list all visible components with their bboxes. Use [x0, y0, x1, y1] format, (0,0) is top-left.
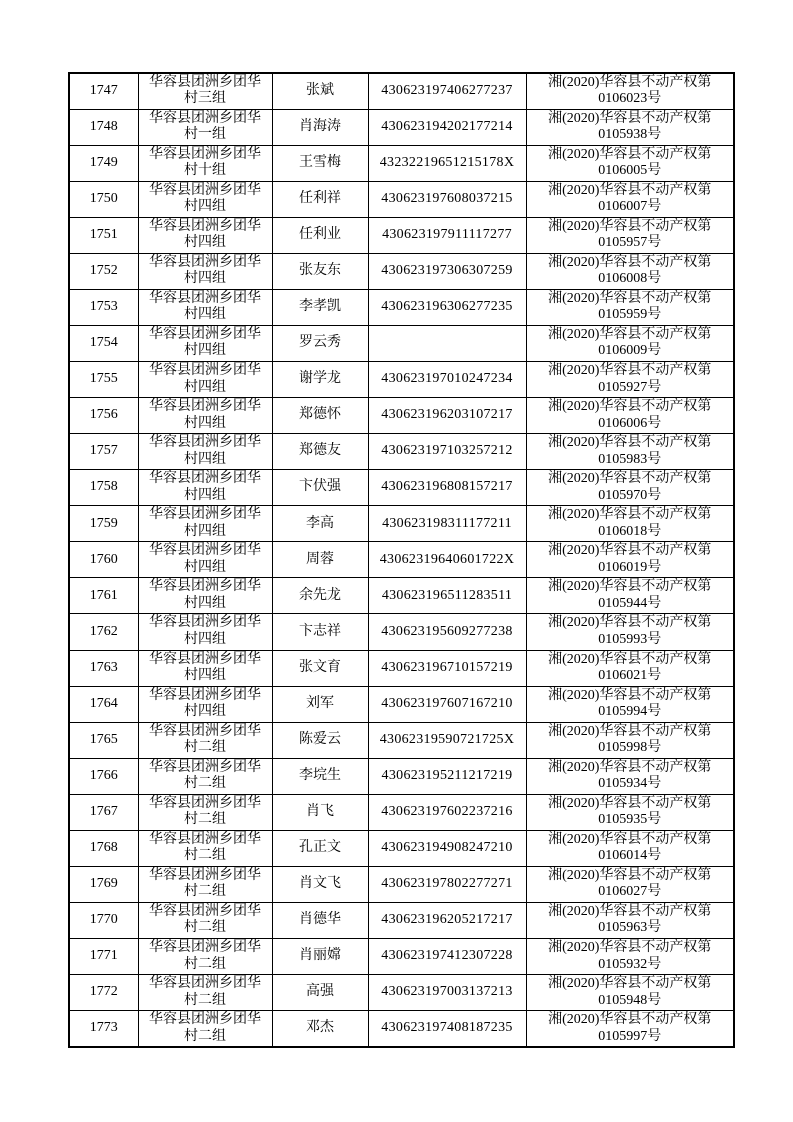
- name-cell: 李孝凯: [272, 289, 368, 325]
- table-row: [69, 181, 734, 217]
- address-line1: 华容县团洲乡团华: [149, 759, 261, 775]
- cert-line2: 0105997号: [598, 1028, 662, 1044]
- cert-line1: 湘(2020)华容县不动产权第: [548, 254, 712, 270]
- seq-cell: 1761: [69, 578, 138, 614]
- cert-line2: 0105963号: [598, 920, 662, 936]
- id-number-cell: 430623194202177214: [368, 109, 526, 145]
- table-row: [69, 830, 734, 866]
- cert-number-cell: [526, 181, 734, 217]
- cert-number-cell: [526, 722, 734, 758]
- property-rights-table: [68, 72, 735, 1048]
- cert-number-cell: [526, 289, 734, 325]
- address-cell: [138, 289, 272, 325]
- address-line1: 华容县团洲乡团华: [149, 471, 261, 487]
- table-row: [69, 253, 734, 289]
- id-number-cell: 430623195211217219: [368, 758, 526, 794]
- address-line2: 村四组: [184, 451, 226, 467]
- cert-number-cell: [526, 1011, 734, 1047]
- address-line1: 华容县团洲乡团华: [149, 903, 261, 919]
- table-row: [69, 542, 734, 578]
- cert-number-cell: [526, 217, 734, 253]
- address-line1: 华容县团洲乡团华: [149, 867, 261, 883]
- address-line2: 村四组: [184, 415, 226, 431]
- id-number-cell: 430623197103257212: [368, 434, 526, 470]
- address-line1: 华容县团洲乡团华: [149, 543, 261, 559]
- address-cell: [138, 975, 272, 1011]
- cert-line1: 湘(2020)华容县不动产权第: [548, 687, 712, 703]
- cert-line2: 0105993号: [598, 631, 662, 647]
- seq-cell: 1769: [69, 866, 138, 902]
- address-line1: 华容县团洲乡团华: [149, 795, 261, 811]
- address-line2: 村四组: [184, 523, 226, 539]
- address-line2: 村四组: [184, 271, 226, 287]
- address-line2: 村二组: [184, 776, 226, 792]
- address-cell: [138, 1011, 272, 1047]
- seq-cell: 1750: [69, 181, 138, 217]
- table-body: [69, 73, 734, 1047]
- cert-number-cell: [526, 398, 734, 434]
- address-line1: 华容县团洲乡团华: [149, 110, 261, 126]
- name-cell: 李高: [272, 506, 368, 542]
- name-cell: 任利祥: [272, 181, 368, 217]
- name-cell: 张文育: [272, 650, 368, 686]
- seq-cell: 1752: [69, 253, 138, 289]
- address-line2: 村二组: [184, 992, 226, 1008]
- table-row: [69, 470, 734, 506]
- id-number-cell: 430623197406277237: [368, 73, 526, 109]
- cert-line2: 0106019号: [598, 559, 662, 575]
- cert-number-cell: [526, 470, 734, 506]
- id-number-cell: 430623196808157217: [368, 470, 526, 506]
- id-number-cell: 430623197003137213: [368, 975, 526, 1011]
- address-line1: 华容县团洲乡团华: [149, 651, 261, 667]
- cert-line1: 湘(2020)华容县不动产权第: [548, 326, 712, 342]
- address-line1: 华容县团洲乡团华: [149, 940, 261, 956]
- id-number-cell: 430623196511283511: [368, 578, 526, 614]
- table-row: [69, 722, 734, 758]
- name-cell: 肖德华: [272, 902, 368, 938]
- address-line2: 村四组: [184, 235, 226, 251]
- cert-line2: 0105935号: [598, 812, 662, 828]
- cert-line1: 湘(2020)华容县不动产权第: [548, 110, 712, 126]
- name-cell: 余先龙: [272, 578, 368, 614]
- name-cell: 张斌: [272, 73, 368, 109]
- address-cell: [138, 325, 272, 361]
- address-line1: 华容县团洲乡团华: [149, 74, 261, 90]
- name-cell: 高强: [272, 975, 368, 1011]
- seq-cell: 1760: [69, 542, 138, 578]
- table-row: [69, 939, 734, 975]
- cert-line1: 湘(2020)华容县不动产权第: [548, 146, 712, 162]
- id-number-cell: 430623196203107217: [368, 398, 526, 434]
- id-number-cell: 430623195609277238: [368, 614, 526, 650]
- cert-line1: 湘(2020)华容县不动产权第: [548, 867, 712, 883]
- cert-line2: 0106009号: [598, 343, 662, 359]
- cert-line2: 0106018号: [598, 523, 662, 539]
- address-line1: 华容县团洲乡团华: [149, 254, 261, 270]
- cert-line2: 0106023号: [598, 91, 662, 107]
- cert-line2: 0105948号: [598, 992, 662, 1008]
- cert-line2: 0105932号: [598, 956, 662, 972]
- address-cell: [138, 434, 272, 470]
- seq-cell: 1764: [69, 686, 138, 722]
- address-cell: [138, 866, 272, 902]
- address-cell: [138, 686, 272, 722]
- address-cell: [138, 758, 272, 794]
- cert-line1: 湘(2020)华容县不动产权第: [548, 218, 712, 234]
- seq-cell: 1757: [69, 434, 138, 470]
- address-line2: 村十组: [184, 163, 226, 179]
- cert-line2: 0105957号: [598, 235, 662, 251]
- cert-line2: 0105934号: [598, 776, 662, 792]
- table-row: [69, 758, 734, 794]
- cert-line1: 湘(2020)华容县不动产权第: [548, 940, 712, 956]
- name-cell: 刘军: [272, 686, 368, 722]
- address-line1: 华容县团洲乡团华: [149, 687, 261, 703]
- table-row: [69, 866, 734, 902]
- address-line2: 村二组: [184, 740, 226, 756]
- address-cell: [138, 578, 272, 614]
- address-cell: [138, 253, 272, 289]
- table-row: [69, 1011, 734, 1047]
- name-cell: 张友东: [272, 253, 368, 289]
- seq-cell: 1756: [69, 398, 138, 434]
- cert-line2: 0105970号: [598, 487, 662, 503]
- cert-line1: 湘(2020)华容县不动产权第: [548, 543, 712, 559]
- cert-number-cell: [526, 794, 734, 830]
- cert-line1: 湘(2020)华容县不动产权第: [548, 182, 712, 198]
- id-number-cell: [368, 325, 526, 361]
- address-line1: 华容县团洲乡团华: [149, 507, 261, 523]
- table-row: [69, 650, 734, 686]
- address-line1: 华容县团洲乡团华: [149, 363, 261, 379]
- address-line1: 华容县团洲乡团华: [149, 831, 261, 847]
- cert-line2: 0106005号: [598, 163, 662, 179]
- cert-number-cell: [526, 902, 734, 938]
- cert-line2: 0105998号: [598, 740, 662, 756]
- cert-number-cell: [526, 614, 734, 650]
- seq-cell: 1765: [69, 722, 138, 758]
- address-line1: 华容县团洲乡团华: [149, 146, 261, 162]
- table-row: [69, 325, 734, 361]
- cert-number-cell: [526, 686, 734, 722]
- cert-line2: 0106021号: [598, 668, 662, 684]
- seq-cell: 1758: [69, 470, 138, 506]
- cert-line1: 湘(2020)华容县不动产权第: [548, 399, 712, 415]
- cert-line1: 湘(2020)华容县不动产权第: [548, 795, 712, 811]
- address-cell: [138, 939, 272, 975]
- cert-line2: 0105944号: [598, 595, 662, 611]
- name-cell: 谢学龙: [272, 362, 368, 398]
- seq-cell: 1759: [69, 506, 138, 542]
- id-number-cell: 430623197607167210: [368, 686, 526, 722]
- seq-cell: 1755: [69, 362, 138, 398]
- cert-line2: 0106006号: [598, 415, 662, 431]
- cert-line1: 湘(2020)华容县不动产权第: [548, 651, 712, 667]
- address-cell: [138, 362, 272, 398]
- table-row: [69, 217, 734, 253]
- address-cell: [138, 794, 272, 830]
- id-number-cell: 430623197608037215: [368, 181, 526, 217]
- address-line1: 华容县团洲乡团华: [149, 615, 261, 631]
- cert-number-cell: [526, 145, 734, 181]
- address-cell: [138, 217, 272, 253]
- seq-cell: 1772: [69, 975, 138, 1011]
- address-line2: 村四组: [184, 704, 226, 720]
- name-cell: 郑德友: [272, 434, 368, 470]
- table-row: [69, 902, 734, 938]
- address-cell: [138, 542, 272, 578]
- address-line1: 华容县团洲乡团华: [149, 182, 261, 198]
- cert-number-cell: [526, 109, 734, 145]
- cert-line2: 0105994号: [598, 704, 662, 720]
- name-cell: 肖海涛: [272, 109, 368, 145]
- address-cell: [138, 722, 272, 758]
- cert-line2: 0105959号: [598, 307, 662, 323]
- cert-line2: 0106008号: [598, 271, 662, 287]
- address-line2: 村三组: [184, 91, 226, 107]
- cert-number-cell: [526, 506, 734, 542]
- id-number-cell: 43232219651215178X: [368, 145, 526, 181]
- seq-cell: 1748: [69, 109, 138, 145]
- name-cell: 孔正文: [272, 830, 368, 866]
- cert-line2: 0105927号: [598, 379, 662, 395]
- cert-number-cell: [526, 830, 734, 866]
- cert-line1: 湘(2020)华容县不动产权第: [548, 1012, 712, 1028]
- cert-number-cell: [526, 975, 734, 1011]
- table-row: [69, 578, 734, 614]
- id-number-cell: 43062319640601722X: [368, 542, 526, 578]
- table-row: [69, 289, 734, 325]
- table-row: [69, 398, 734, 434]
- cert-line2: 0106007号: [598, 199, 662, 215]
- address-line2: 村四组: [184, 595, 226, 611]
- address-line2: 村四组: [184, 199, 226, 215]
- cert-line1: 湘(2020)华容县不动产权第: [548, 615, 712, 631]
- address-line2: 村四组: [184, 487, 226, 503]
- address-cell: [138, 145, 272, 181]
- address-cell: [138, 181, 272, 217]
- seq-cell: 1763: [69, 650, 138, 686]
- cert-number-cell: [526, 650, 734, 686]
- cert-number-cell: [526, 434, 734, 470]
- cert-line1: 湘(2020)华容县不动产权第: [548, 579, 712, 595]
- seq-cell: 1773: [69, 1011, 138, 1047]
- cert-line1: 湘(2020)华容县不动产权第: [548, 363, 712, 379]
- seq-cell: 1751: [69, 217, 138, 253]
- address-line2: 村四组: [184, 668, 226, 684]
- cert-number-cell: [526, 73, 734, 109]
- seq-cell: 1770: [69, 902, 138, 938]
- cert-number-cell: [526, 362, 734, 398]
- name-cell: 陈爱云: [272, 722, 368, 758]
- cert-line1: 湘(2020)华容县不动产权第: [548, 723, 712, 739]
- cert-number-cell: [526, 325, 734, 361]
- name-cell: 肖丽嫦: [272, 939, 368, 975]
- cert-line1: 湘(2020)华容县不动产权第: [548, 976, 712, 992]
- address-cell: [138, 650, 272, 686]
- seq-cell: 1754: [69, 325, 138, 361]
- address-cell: [138, 73, 272, 109]
- address-cell: [138, 470, 272, 506]
- id-number-cell: 430623197408187235: [368, 1011, 526, 1047]
- name-cell: 李垸生: [272, 758, 368, 794]
- address-line1: 华容县团洲乡团华: [149, 290, 261, 306]
- cert-number-cell: [526, 578, 734, 614]
- id-number-cell: 430623197412307228: [368, 939, 526, 975]
- id-number-cell: 430623198311177211: [368, 506, 526, 542]
- address-line1: 华容县团洲乡团华: [149, 435, 261, 451]
- address-line1: 华容县团洲乡团华: [149, 976, 261, 992]
- name-cell: 肖文飞: [272, 866, 368, 902]
- seq-cell: 1766: [69, 758, 138, 794]
- id-number-cell: 430623197802277271: [368, 866, 526, 902]
- address-line2: 村二组: [184, 1028, 226, 1044]
- cert-line1: 湘(2020)华容县不动产权第: [548, 290, 712, 306]
- name-cell: 肖飞: [272, 794, 368, 830]
- name-cell: 郑德怀: [272, 398, 368, 434]
- table-row: [69, 434, 734, 470]
- address-line1: 华容县团洲乡团华: [149, 579, 261, 595]
- table-row: [69, 506, 734, 542]
- table-row: [69, 614, 734, 650]
- address-cell: [138, 506, 272, 542]
- address-line1: 华容县团洲乡团华: [149, 218, 261, 234]
- table-row: [69, 794, 734, 830]
- address-line2: 村四组: [184, 631, 226, 647]
- seq-cell: 1771: [69, 939, 138, 975]
- address-line2: 村二组: [184, 848, 226, 864]
- cert-line1: 湘(2020)华容县不动产权第: [548, 759, 712, 775]
- address-line2: 村四组: [184, 307, 226, 323]
- address-line1: 华容县团洲乡团华: [149, 1012, 261, 1028]
- cert-line1: 湘(2020)华容县不动产权第: [548, 903, 712, 919]
- address-line1: 华容县团洲乡团华: [149, 326, 261, 342]
- address-line2: 村四组: [184, 379, 226, 395]
- id-number-cell: 430623194908247210: [368, 830, 526, 866]
- address-line2: 村二组: [184, 812, 226, 828]
- cert-line1: 湘(2020)华容县不动产权第: [548, 831, 712, 847]
- id-number-cell: 430623197911117277: [368, 217, 526, 253]
- seq-cell: 1747: [69, 73, 138, 109]
- cert-number-cell: [526, 542, 734, 578]
- name-cell: 卞伏强: [272, 470, 368, 506]
- seq-cell: 1749: [69, 145, 138, 181]
- address-cell: [138, 614, 272, 650]
- cert-line2: 0105938号: [598, 127, 662, 143]
- address-line2: 村四组: [184, 559, 226, 575]
- address-line1: 华容县团洲乡团华: [149, 723, 261, 739]
- address-cell: [138, 902, 272, 938]
- name-cell: 王雪梅: [272, 145, 368, 181]
- address-line2: 村一组: [184, 127, 226, 143]
- cert-line1: 湘(2020)华容县不动产权第: [548, 507, 712, 523]
- cert-number-cell: [526, 939, 734, 975]
- address-cell: [138, 398, 272, 434]
- seq-cell: 1762: [69, 614, 138, 650]
- address-cell: [138, 109, 272, 145]
- address-line2: 村四组: [184, 343, 226, 359]
- table-row: [69, 975, 734, 1011]
- id-number-cell: 430623196710157219: [368, 650, 526, 686]
- table-row: [69, 109, 734, 145]
- table-row: [69, 73, 734, 109]
- address-line2: 村二组: [184, 884, 226, 900]
- cert-number-cell: [526, 758, 734, 794]
- seq-cell: 1753: [69, 289, 138, 325]
- id-number-cell: 430623197306307259: [368, 253, 526, 289]
- name-cell: 卞志祥: [272, 614, 368, 650]
- table-row: [69, 145, 734, 181]
- cert-line1: 湘(2020)华容县不动产权第: [548, 471, 712, 487]
- cert-number-cell: [526, 866, 734, 902]
- cert-line1: 湘(2020)华容县不动产权第: [548, 435, 712, 451]
- table-row: [69, 686, 734, 722]
- cert-line2: 0105983号: [598, 451, 662, 467]
- name-cell: 罗云秀: [272, 325, 368, 361]
- cert-line1: 湘(2020)华容县不动产权第: [548, 74, 712, 90]
- id-number-cell: 430623197010247234: [368, 362, 526, 398]
- id-number-cell: 430623196205217217: [368, 902, 526, 938]
- id-number-cell: 430623196306277235: [368, 289, 526, 325]
- table-row: [69, 362, 734, 398]
- address-line2: 村二组: [184, 920, 226, 936]
- name-cell: 周蓉: [272, 542, 368, 578]
- name-cell: 邓杰: [272, 1011, 368, 1047]
- cert-line2: 0106014号: [598, 848, 662, 864]
- cert-number-cell: [526, 253, 734, 289]
- address-line2: 村二组: [184, 956, 226, 972]
- id-number-cell: 430623197602237216: [368, 794, 526, 830]
- seq-cell: 1768: [69, 830, 138, 866]
- name-cell: 任利业: [272, 217, 368, 253]
- seq-cell: 1767: [69, 794, 138, 830]
- address-cell: [138, 830, 272, 866]
- id-number-cell: 43062319590721725X: [368, 722, 526, 758]
- address-line1: 华容县团洲乡团华: [149, 399, 261, 415]
- cert-line2: 0106027号: [598, 884, 662, 900]
